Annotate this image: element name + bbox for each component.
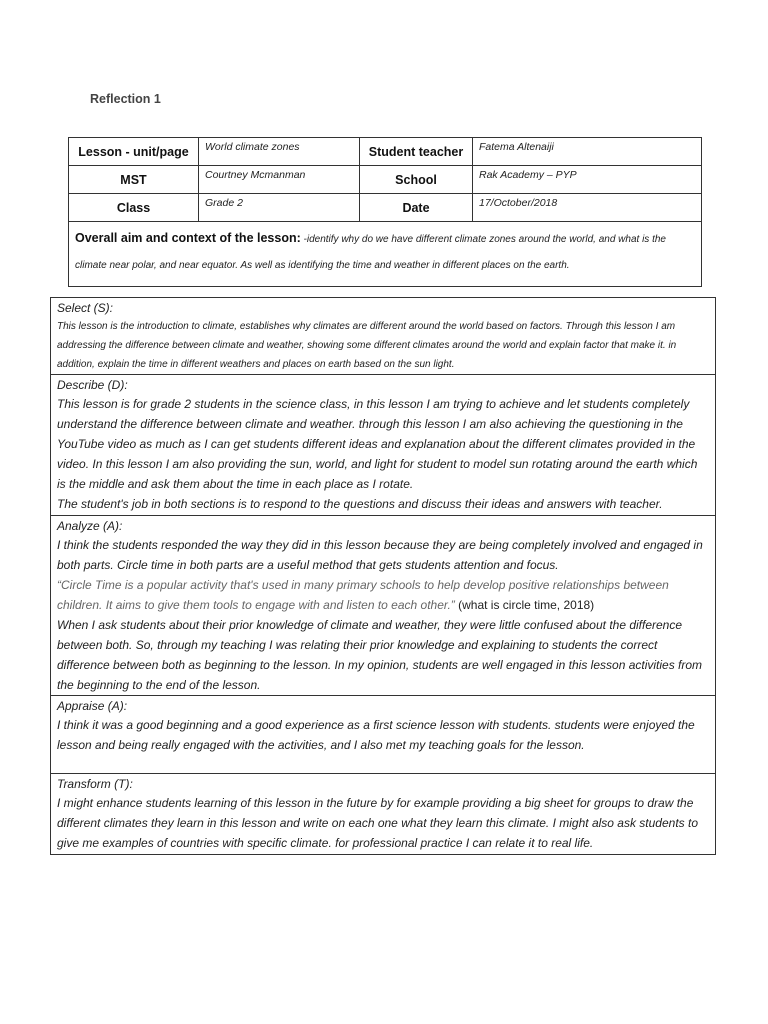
document-title: Reflection 1 <box>90 92 161 106</box>
class-value: Grade 2 <box>199 194 360 222</box>
analyze-body-2: When I ask students about their prior knowledge of climate and weather, they were little confused about the difference between both. So, through my teaching I was relating their prior knowledge and explaining to students the correct difference between both as beginning to the lesson. In my opinion, students are well engaged in this lesson activities from the beginning to the end of the lesson. <box>57 618 703 692</box>
select-title: Select (S): <box>57 301 114 315</box>
lesson-label: Lesson - unit/page <box>69 138 199 166</box>
appraise-body: I think it was a good beginning and a good experience as a first science lesson with students. students were enjoyed the lesson and being really engaged with the activities, and I also met my teaching goals for the lesson. <box>57 718 695 752</box>
aim-label: Overall aim and context of the lesson: <box>75 231 301 245</box>
date-label: Date <box>360 194 473 222</box>
school-label: School <box>360 166 473 194</box>
appraise-title: Appraise (A): <box>57 699 128 713</box>
mst-row <box>69 166 702 194</box>
class-row <box>69 194 702 222</box>
student-teacher-label: Student teacher <box>360 138 473 166</box>
select-section <box>51 298 715 375</box>
lesson-value: World climate zones <box>199 138 360 166</box>
describe-body-2: The student's job in both sections is to respond to the questions and discuss their ideas and answers with teacher. <box>57 497 663 511</box>
analyze-quote: “Circle Time is a popular activity that's used in many primary schools to help develop positive relationships between children. It aims to give them tools to engage with and listen to each other.” <box>57 578 669 612</box>
aim-row <box>69 222 702 287</box>
aim-cell <box>69 222 702 287</box>
select-body: This lesson is the introduction to climate, establishes why climates are different around the world based on factors. Through this lesson I am addressing the difference between climate and weather, showing some different climates around the world and explain factor that make it. in addition, explain the time in different weathers and places on earth based on the sun light. <box>57 321 677 370</box>
analyze-quote-paragraph <box>57 575 709 615</box>
appraise-section <box>51 696 715 774</box>
analyze-citation: (what is circle time, 2018) <box>454 598 595 612</box>
analyze-title: Analyze (A): <box>57 519 123 533</box>
describe-title: Describe (D): <box>57 378 128 392</box>
aim-text: -identify why do we have different climate zones around the world, and what is the climate near polar, and near equator. As well as identifying the time and weather in different places on the earth. <box>75 234 666 271</box>
describe-section <box>51 375 715 516</box>
mst-label: MST <box>69 166 199 194</box>
student-teacher-value: Fatema Altenaiji <box>473 138 702 166</box>
analyze-body: I think the students responded the way they did in this lesson because they are being completely involved and engaged in both parts. Circle time in both parts are a useful method that gets students attention and focus. <box>57 538 703 572</box>
transform-body: I might enhance students learning of this lesson in the future by for example providing a big sheet for groups to draw the different climates they learn in this lesson and write on each one what they learn this climate. I might also ask students to give me examples of countries with specific climate. for professional practice I can relate it to real life. <box>57 796 698 850</box>
lesson-info-table <box>68 137 702 287</box>
transform-section <box>51 774 715 855</box>
transform-title: Transform (T): <box>57 777 133 791</box>
class-label: Class <box>69 194 199 222</box>
school-value: Rak Academy – PYP <box>473 166 702 194</box>
describe-body: This lesson is for grade 2 students in the science class, in this lesson I am trying to achieve and let students completely understand the difference between climate and weather. through this lesson I am also achieving the questioning in the YouTube video as much as I can get students different ideas and explanation about the different climates provided in the video. In this lesson I am also providing the sun, world, and light for student to model sun rotating around the earth which is the middle and ask them about the time in each place as I rotate. <box>57 397 698 491</box>
reflection-sections <box>50 297 716 855</box>
date-value: 17/October/2018 <box>473 194 702 222</box>
lesson-row <box>69 138 702 166</box>
mst-value: Courtney Mcmanman <box>199 166 360 194</box>
analyze-section <box>51 516 715 696</box>
